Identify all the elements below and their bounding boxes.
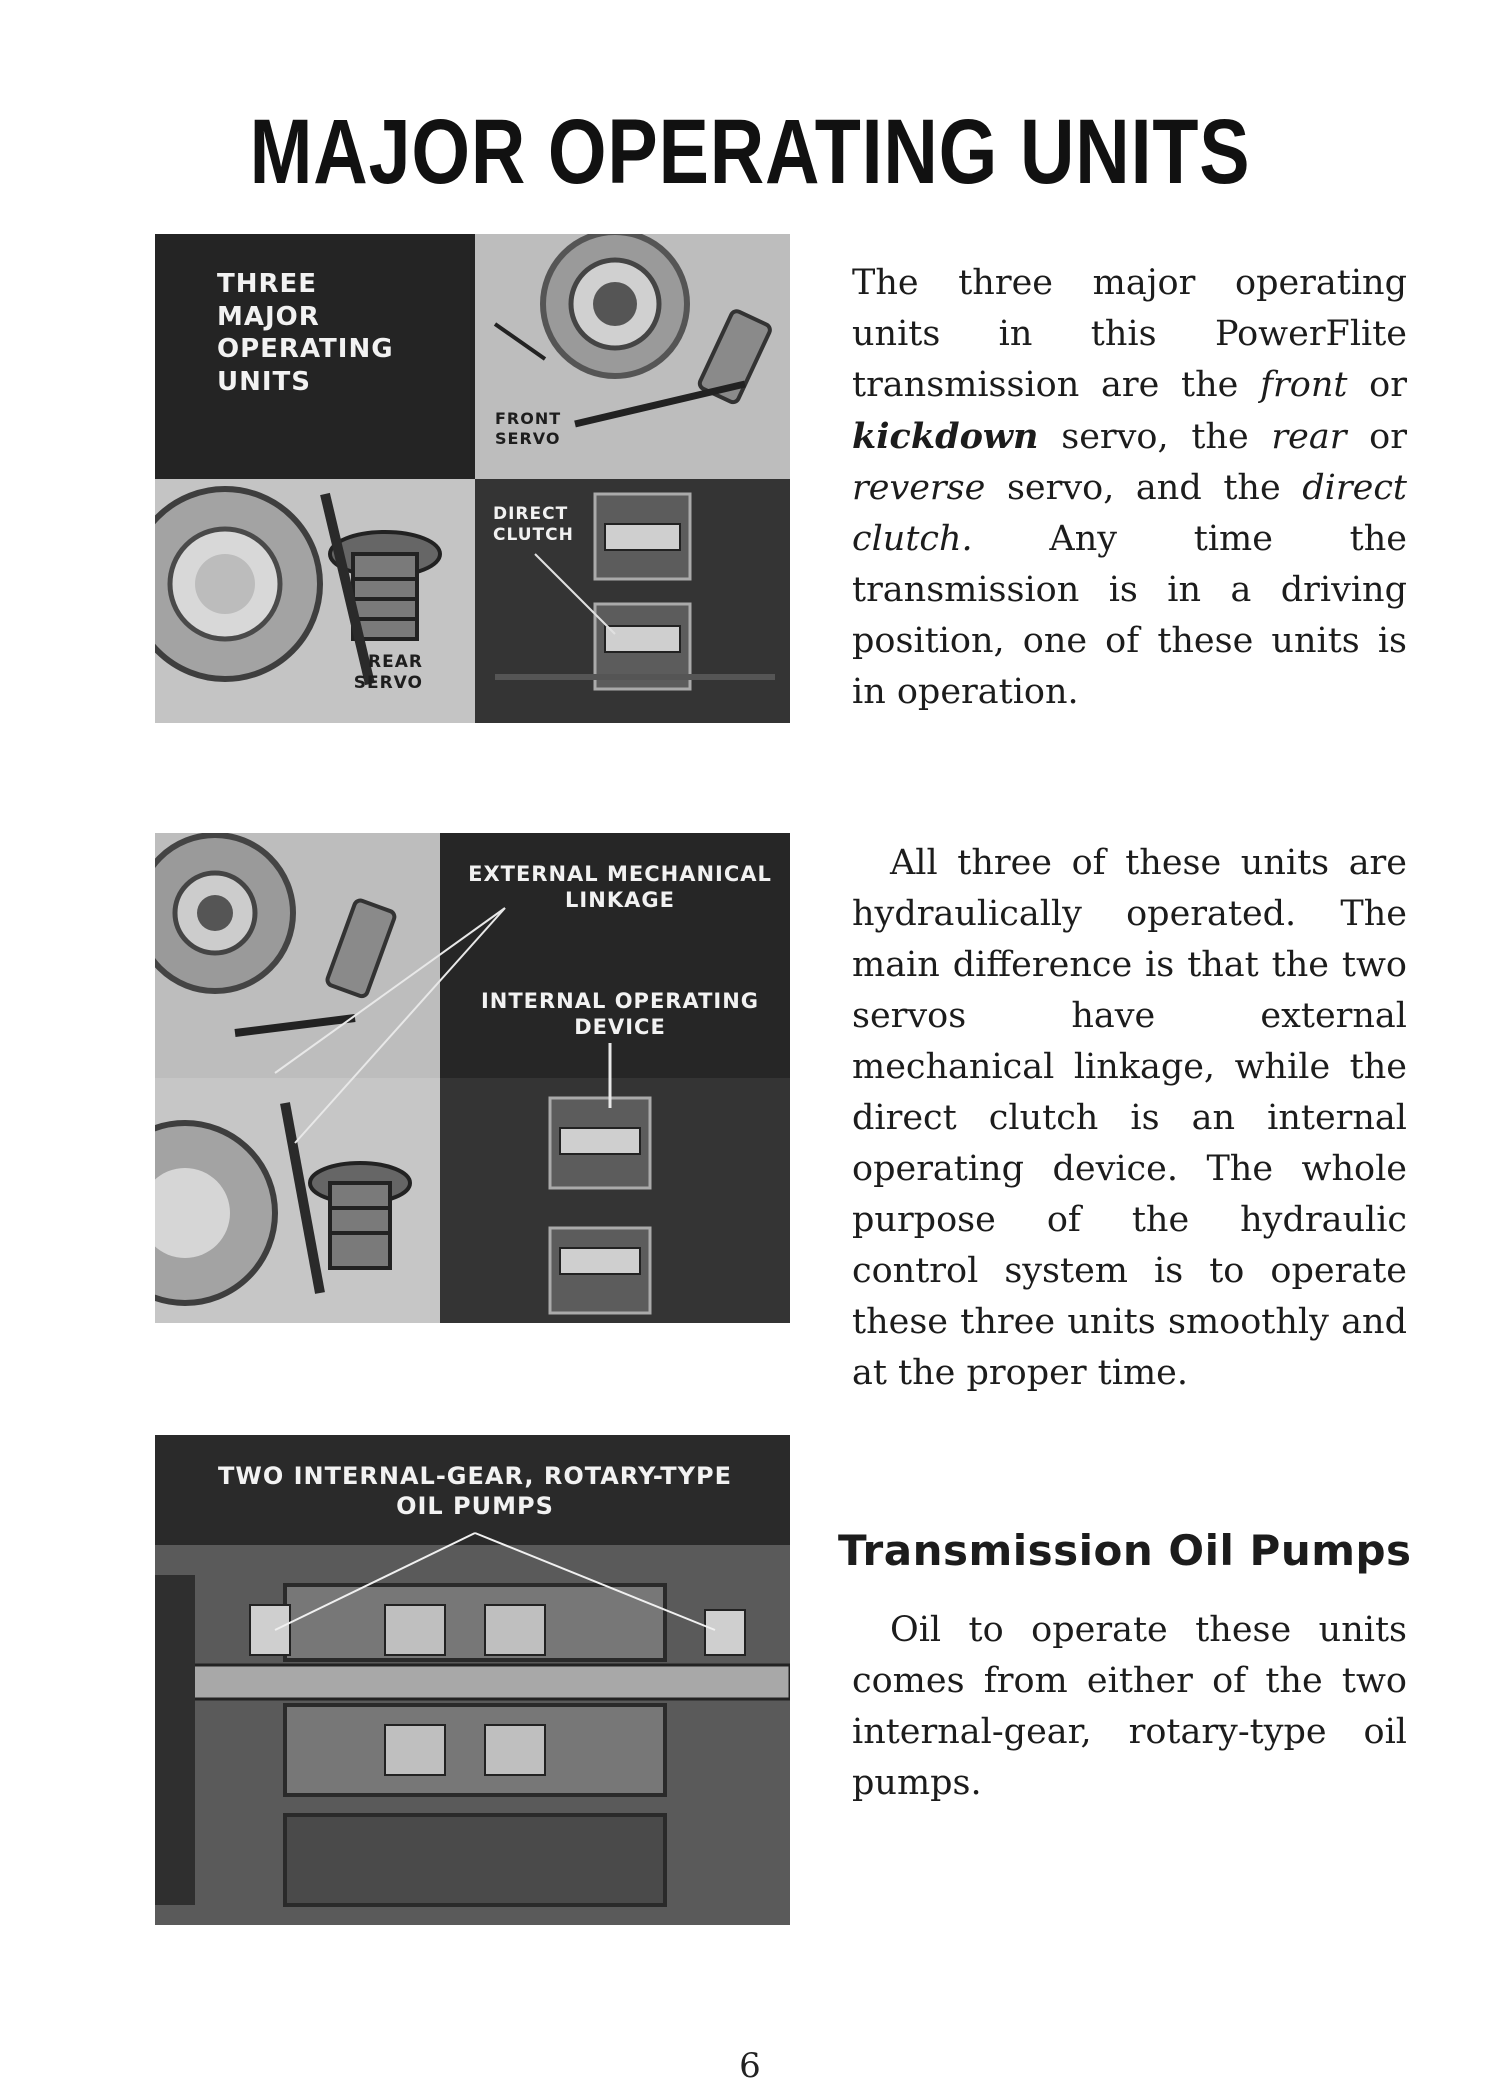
paragraph-oil-pumps: Oil to operate these units comes from either of the two internal-gear, rotary-type oil pumps.: [852, 1610, 1407, 1803]
page-number: 6: [739, 2046, 761, 2086]
section-heading-oil-pumps: Transmission Oil Pumps: [838, 1526, 1412, 1575]
page-title: MAJOR OPERATING UNITS: [249, 101, 1251, 203]
front-servo-label: FRONT SERVO: [495, 409, 562, 448]
para1-text-4: or: [1346, 417, 1407, 457]
external-linkage-label: EXTERNAL MECHANICAL LINKAGE: [468, 862, 772, 913]
para1-front: front: [1260, 365, 1348, 405]
figure-1-caption: THREE MAJOR OPERATING UNITS: [217, 269, 394, 397]
figure-3-caption: TWO INTERNAL-GEAR, ROTARY-TYPE OIL PUMPS: [218, 1462, 732, 1520]
figure-linkage-comparison: [155, 833, 790, 1323]
para1-text-5: servo, and the: [985, 468, 1303, 508]
figure-three-major-operating-units: [155, 234, 790, 723]
para1-direct-clutch: direct clutch.: [852, 468, 1407, 559]
figure-oil-pumps: [155, 1435, 790, 1925]
rear-servo-label: REAR SERVO: [353, 652, 423, 694]
para1-reverse: reverse: [852, 468, 986, 508]
internal-device-label: INTERNAL OPERATING DEVICE: [480, 989, 760, 1040]
para1-text-6: Any time the transmission is in a driving position, one of these units is in operation.: [852, 519, 1407, 712]
para1-text-3: servo, the: [1038, 417, 1272, 457]
paragraph-hydraulic: All three of these units are hydraulically operated. The main difference is that the two servos have external mechanical linkage, while the direct clutch is an internal operating device. The whole purpose of the hydraulic control system is to operate these three units smoothly and at the proper time.: [852, 843, 1407, 1393]
para1-rear: rear: [1271, 417, 1347, 457]
para1-text-1: The three major operating units in this PowerFlite transmission are the: [852, 263, 1407, 405]
direct-clutch-label: DIRECT CLUTCH: [493, 504, 574, 546]
para1-text-2: or: [1347, 365, 1407, 405]
paragraph-major-units: [852, 258, 1407, 718]
para1-kickdown: kickdown: [852, 416, 1039, 457]
